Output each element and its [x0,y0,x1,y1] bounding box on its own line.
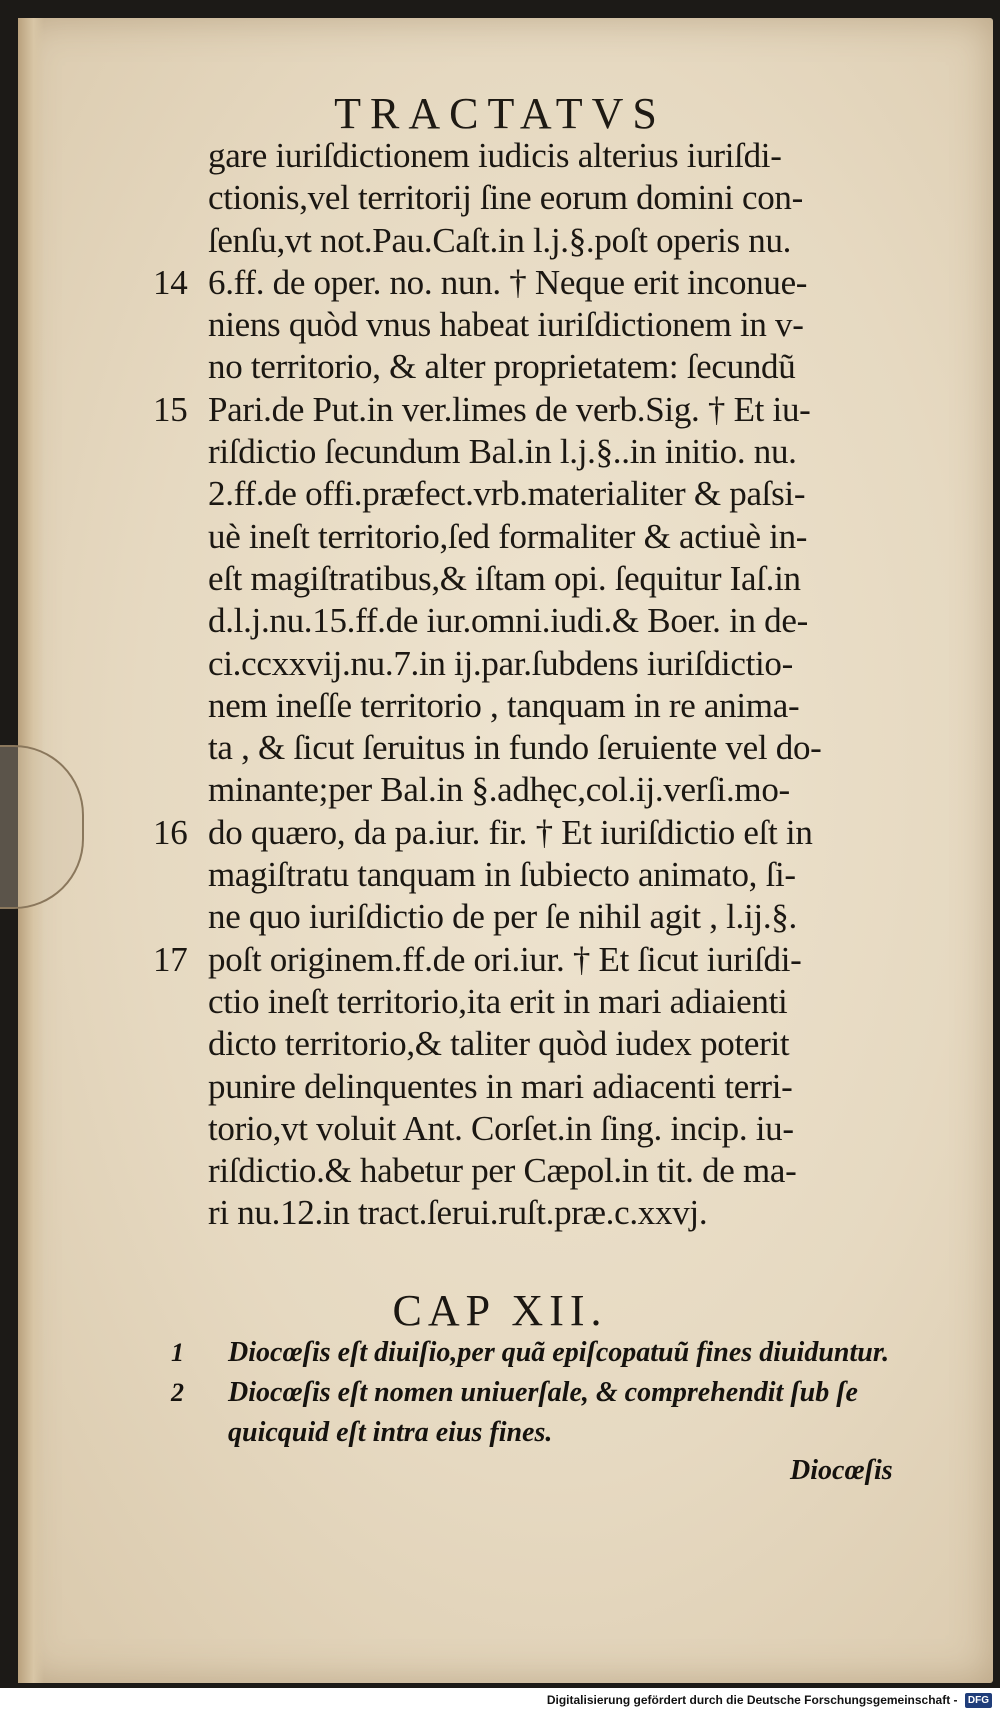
text-line [153,389,923,431]
credit-text: Digitalisierung gefördert durch die Deutsche Forschungsgemeinschaft - [546,1693,958,1707]
summary-text: Diocœſis eſt nomen uniuerſale, & comprehendit ſub ſe [228,1377,858,1408]
margin-number: 14 [153,262,188,302]
line-text: poſt originem.ff.de ori.iur. † Et ſicut iuriſdi- [208,939,802,979]
margin-number: 15 [153,389,188,429]
text-line [208,600,923,642]
text-line [208,346,923,388]
text-line [208,727,923,769]
summary-text: Diocœſis eſt diuiſio,per quã epiſcopatuũ fines diuiduntur. [228,1337,890,1368]
line-text: nem ineſſe territorio , tanquam in re anima- [208,685,800,725]
text-line [208,304,923,346]
body-text [153,135,923,1235]
text-line [208,685,923,727]
dfg-logo: DFG [965,1693,992,1708]
line-text: Pari.de Put.in ver.limes de verb.Sig. † Et iu- [208,389,811,429]
chapter-heading: CAP XII. [392,1286,608,1335]
line-text: 2.ff.de offi.præfect.vrb.materialiter & paſsi- [208,474,806,514]
margin-number: 16 [153,812,188,852]
summary-line [171,1333,928,1373]
line-text: eſt magiſtratibus,& iſtam opi. ſequitur Iaſ.in [208,558,801,598]
line-text: no territorio, & alter proprietatem: ſecundũ [208,347,796,387]
text-line [208,558,923,600]
line-text: ctio ineſt territorio,ita erit in mari adiaienti [208,981,788,1021]
text-line [208,516,923,558]
line-text: riſdictio.& habetur per Cæpol.in tit. de ma- [208,1151,797,1191]
text-line [153,939,923,981]
line-text: uè ineſt territorio,ſed formaliter & actiuè in- [208,516,808,556]
text-line [208,1108,923,1150]
text-line [208,431,923,473]
line-text: ri nu.12.in tract.ſerui.ruſt.præ.c.xxvj. [208,1193,708,1233]
line-text: ne quo iuriſdictio de per ſe nihil agit , l.ij.§. [208,897,797,937]
line-text: torio,vt voluit Ant. Corſet.in ſing. incip. iu- [208,1108,794,1148]
text-line [208,854,923,896]
line-text: riſdictio ſecundum Bal.in l.j.§..in initio. nu. [208,432,797,472]
text-line [208,135,923,177]
chapter-summaries [171,1333,928,1453]
line-text: ta , & ſicut ſeruitus in fundo ſeruiente vel do- [208,728,822,768]
text-line [153,262,923,304]
line-text: dicto territorio,& taliter quòd iudex poterit [208,1024,790,1064]
summary-number: 1 [171,1338,184,1367]
text-line [208,643,923,685]
text-line [208,1150,923,1192]
line-text: 6.ff. de oper. no. nun. † Neque erit inconue- [208,262,808,302]
text-line [208,896,923,938]
summary-text: quicquid eſt intra eius fines. [228,1417,553,1448]
line-text: ctionis,vel territorij ſine eorum domini con- [208,178,803,218]
line-text: gare iuriſdictionem iudicis alterius iuriſdi- [208,136,782,175]
text-line [208,177,923,219]
line-text: niens quòd vnus habeat iuriſdictionem in v- [208,305,804,345]
running-head: TRACTATVS [334,89,666,138]
text-line [208,1192,923,1234]
line-text: d.l.j.nu.15.ff.de iur.omni.iudi.& Boer. in de- [208,601,808,641]
text-line [208,473,923,515]
summary-line [171,1373,928,1413]
text-line [208,769,923,811]
line-text: minante;per Bal.in §.adhęc,col.ij.verſi.mo- [208,770,790,810]
text-line [208,981,923,1023]
line-text: ſenſu,vt not.Pau.Caſt.in l.j.§.poſt operis nu. [208,220,792,260]
line-text: punire delinquentes in mari adiacenti terri- [208,1066,793,1106]
line-text: do quæro, da pa.iur. fir. † Et iuriſdictio eſt in [208,812,813,852]
catchword: Diocœſis [790,1455,893,1486]
line-text: ci.ccxxvij.nu.7.in ij.par.ſubdens iuriſdictio- [208,643,793,683]
text-line [208,1023,923,1065]
line-text: magiſtratu tanquam in ſubiecto animato, ſi- [208,855,796,895]
margin-number: 17 [153,939,188,979]
text-line [208,1066,923,1108]
text-line [153,812,923,854]
digitization-credit [0,1688,1000,1712]
text-line [208,220,923,262]
summary-number: 2 [171,1378,184,1407]
summary-line [228,1413,928,1453]
